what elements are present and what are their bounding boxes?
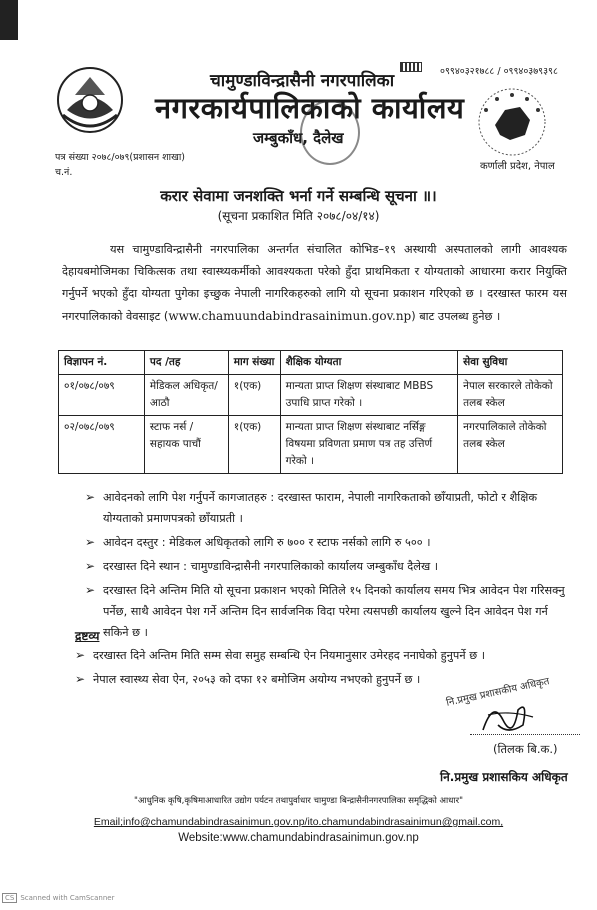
office-location: जम्बुकाँध, दैलेख [253,129,344,147]
notice-body-end: ) बाट उपलब्ध हुनेछ । [411,310,501,323]
table-cell: मेडिकल अधिकृत/आठौ [144,375,228,416]
list-item: ➢ दरखास्त दिने स्थान : चामुण्डाविन्द्रासैनी नगरपालिकाको कार्यालय जम्बुकाँध दैलेख । [85,556,570,577]
scanner-text: Scanned with CamScanner [20,894,115,902]
office-title: नगरकार्यपालिकाको कार्यालय [155,91,465,125]
note-heading: द्रष्टव्य [75,629,100,643]
list-item: ➢ आवेदनको लागि पेश गर्नुपर्ने कागजातहरु : दरखास्त फाराम, नेपाली नागरिकताको छाँयाप्रती, फोटो र शैक्षिक योग्यताको प्रमाणपत्रको छाँयाप्रती । [85,487,570,529]
footer-slogan: "आधुनिक कृषि,कृषिमाआधारित उद्योग पर्यटन तथापुर्वाधार चामुण्डा बिन्द्रासैनीनगरपालिका समृद्धिको आधार" [134,796,463,806]
table-row [59,416,563,474]
flag-icon [400,62,422,72]
vacancy-table [58,350,563,474]
province-name: कर्णाली प्रदेश, नेपाल [480,161,555,172]
signature-line [470,734,580,735]
footer-website[interactable]: Website:www.chamundabindrasainimun.gov.np [178,832,419,844]
signature-stamp: नि.प्रमुख प्रशासकीय अधिकृत [445,676,551,709]
office-stamp [300,100,360,165]
arrow-bullet-icon: ➢ [75,648,86,662]
notice-title: करार सेवामा जनशक्ति भर्ना गर्ने सम्बन्धि सूचना ॥। [160,187,437,205]
municipality-name: चामुण्डाविन्द्रासैनी नगरपालिका [210,71,395,91]
footer-email [0,816,597,828]
list-item: ➢ नेपाल स्वास्थ्य सेवा ऐन, २०५३ को दफा १२ बमोजिम अयोग्य नभएको हुनुपर्ने छ । [75,669,570,690]
notice-body [62,239,567,328]
table-cell: मान्यता प्राप्त शिक्षण संस्थाबाट MBBS उपाधि प्राप्त गरेको । [280,375,457,416]
scanner-watermark [2,893,115,903]
column-header: माग संख्या [228,351,280,375]
arrow-bullet-icon: ➢ [75,672,86,686]
column-header: सेवा सुविधा [458,351,563,375]
phone-number: ०९९४०३२१७८८ / ०९९४०३७९३९८ [440,66,558,77]
table-cell: स्टाफ नर्स /सहायक पाचौं [144,416,228,474]
column-header: शैक्षिक योग्यता [280,351,457,375]
arrow-bullet-icon: ➢ [85,559,96,573]
table-cell: ०१/०७८/०७९ [59,375,145,416]
reference-block [55,150,185,180]
email-label: Email; [93,816,124,828]
camscanner-logo-icon: CS [2,893,17,903]
table-cell: १(एक) [228,375,280,416]
province-emblem-icon [475,85,550,160]
government-emblem-icon [55,65,125,135]
column-header: पद /तह [144,351,228,375]
list-item: ➢ दरखास्त दिने अन्तिम मिति सम्म सेवा समुह सम्बन्धि ऐन नियमानुसार उमेरहद ननाघेको हुनुपर्ने छ । [75,645,570,666]
table-cell: नगरपालिकाले तोकेको तलब स्केल [458,416,563,474]
arrow-bullet-icon: ➢ [85,583,96,597]
column-header: विज्ञापन नं. [59,351,145,375]
signatory-name: (तिलक बि.क.) [493,742,558,756]
table-cell: १(एक) [228,416,280,474]
table-row [59,375,563,416]
email-link[interactable]: info@chamundabindrasainimun.gov.np/ito.chamundabindrasainimun@gmail.com, [123,816,504,828]
scan-edge-mark [0,0,18,40]
notice-body-main: यस चामुण्डाविन्द्रासैनी नगरपालिका अन्तर्गत संचालित कोभिड–१९ अस्थायी अस्पतालको लागी आवश्यक देहायबमोजिमका चिकित्सक तथा स्वास्थ्यकर्मीको आवश्यकता परेको हुँदा प्राथमिकता र योग्यताको आधारमा करार नियुक्ति गर्नुपर्ने भएको हुँदा योग्यता पुगेका इच्छुक नेपाली नागरिकहरुको लागि यो सूचना प्रकाशन गरिएको छ । दरखास्त फारम यस नगरपालिकाको वेवसाइट ( [62,243,567,323]
table-cell: नेपाल सरकारले तोकेको तलब स्केल [458,375,563,416]
dispatch-number: च.नं. [55,167,73,178]
table-cell: मान्यता प्राप्त शिक्षण संस्थाबाट नर्सिङ्ग विषयमा प्रविणता प्रमाण पत्र तह उत्तिर्ण गरेको । [280,416,457,474]
signatory-title: नि.प्रमुख प्रशासकिय अधिकृत [440,770,568,784]
arrow-bullet-icon: ➢ [85,490,96,504]
table-header-row [59,351,563,375]
requirements-list [85,487,570,646]
arrow-bullet-icon: ➢ [85,535,96,549]
table-cell: ०२/०७८/०७९ [59,416,145,474]
list-item: ➢ दरखास्त दिने अन्तिम मिति यो सूचना प्रकाशन भएको मितिले १५ दिनको कार्यालय समय भित्र आवेदन पेश गरिसक्नु पर्नेछ, साथै आवेदन पेश गर्ने अन्तिम दिन सार्वजनिक विदा परेमा त्यसपछी कार्यालय खुल्ने दिन आवेदन पेश गर्न सकिने छ । [85,580,570,643]
website-link[interactable]: www.chamuundabindrasainimun.gov.np [168,309,412,323]
reference-number: पत्र संख्या २०७८/०७९(प्रशासन शाखा) [55,152,186,163]
list-item: ➢ आवेदन दस्तुर : मेडिकल अधिकृतको लागि रु ७०० र स्टाफ नर्सको लागि रु ५०० । [85,532,570,553]
notice-date: (सूचना प्रकाशित मिति २०७८/०४/१४) [217,209,380,223]
